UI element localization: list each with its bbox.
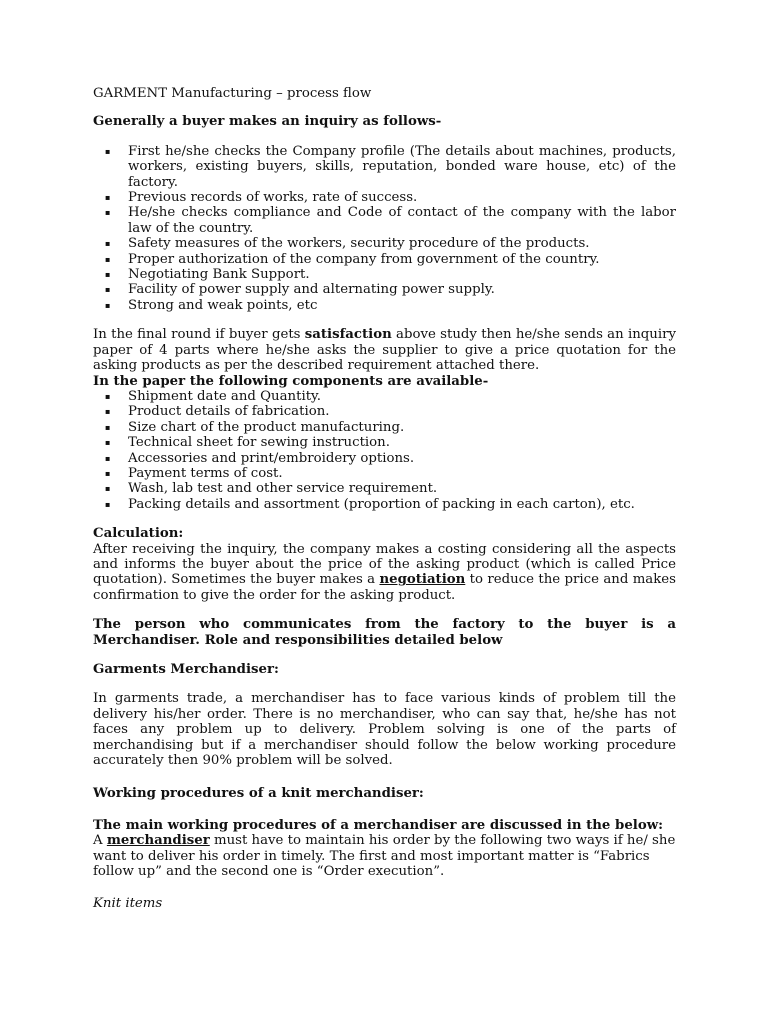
document-title: GARMENT Manufacturing – process flow bbox=[93, 86, 372, 101]
bullet-icon: ▪ bbox=[105, 254, 111, 264]
list-item: ▪ Safety measures of the workers, security procedure of the products. bbox=[105, 236, 590, 252]
list-item: ▪ Previous records of works, rate of success. bbox=[105, 190, 418, 206]
inquiry-heading: Generally a buyer makes an inquiry as follows- bbox=[93, 114, 442, 130]
merchandiser-keyword: merchandiser bbox=[106, 833, 210, 849]
knit-items-label: Knit items bbox=[93, 896, 163, 912]
inquiry-list bbox=[93, 144, 676, 313]
merchandiser-paragraph: In garments trade, a merchandiser has to face various kinds of problem till the delivery his/her order. There is no merchandiser, who can say that, he/she has not faces any problem up to delivery. Problem solving is one of the parts of merchandising but if a merchandiser should follow the below working procedure accurately then 90% problem will be solved. bbox=[93, 691, 676, 769]
list-item: ▪ Size chart of the product manufacturing. bbox=[105, 419, 405, 435]
list-item: ▪ Packing details and assortment (proportion of packing in each carton), etc. bbox=[105, 496, 635, 512]
bullet-icon: ▪ bbox=[105, 270, 111, 280]
bullet-icon: ▪ bbox=[105, 484, 111, 494]
list-item: ▪ Accessories and print/embroidery options. bbox=[105, 450, 415, 466]
bullet-icon: ▪ bbox=[105, 208, 111, 218]
list-item: ▪ Payment terms of cost. bbox=[105, 465, 283, 481]
list-item: ▪ He/she checks compliance and Code of contact of the company with the labor law of the country. bbox=[105, 205, 676, 236]
bullet-icon: ▪ bbox=[105, 239, 111, 249]
calculation-paragraph: After receiving the inquiry, the company makes a costing considering all the aspects and informs the buyer about the price of the asking product (which is called Price quotation). Sometimes the buyer makes a negotiation to reduce the price and makes confirmation to give the order for the asking product. bbox=[93, 541, 676, 603]
list-item: ▪ Product details of fabrication. bbox=[105, 404, 330, 420]
list-item: ▪ Wash, lab test and other service requirement. bbox=[105, 481, 438, 497]
list-item: ▪ Negotiating Bank Support. bbox=[105, 267, 310, 283]
list-item: ▪ First he/she checks the Company profile (The details about machines, products, workers, existing buyers, skills, reputation, bonded ware house, etc) of the factory. bbox=[105, 143, 676, 190]
bullet-icon: ▪ bbox=[105, 468, 111, 478]
final-round-paragraph: In the final round if buyer gets satisfaction above study then he/she sends an inquiry paper of 4 parts where he/she asks the supplier to give a price quotation for the asking products as per the described requirement attached there. bbox=[93, 327, 676, 374]
person-statement: The person who communicates from the factory to the buyer is a Merchandiser. Role and responsibilities detailed below bbox=[93, 617, 676, 648]
bullet-icon: ▪ bbox=[105, 422, 111, 432]
bullet-icon: ▪ bbox=[105, 407, 111, 417]
components-list bbox=[93, 389, 676, 512]
list-item: ▪ Strong and weak points, etc bbox=[105, 297, 318, 313]
list-item: ▪ Facility of power supply and alternating power supply. bbox=[105, 282, 495, 298]
list-item: ▪ Proper authorization of the company from government of the country. bbox=[105, 251, 600, 267]
bullet-icon: ▪ bbox=[105, 146, 111, 156]
bullet-icon: ▪ bbox=[105, 438, 111, 448]
calculation-heading: Calculation: bbox=[93, 526, 184, 542]
main-procedures-paragraph: A merchandiser must have to maintain his order by the following two ways if he/ she want to deliver his order in timely. The first and most important matter is “Fabrics follow up” and the second one is “Order execution”. bbox=[93, 833, 676, 880]
working-procedures-heading: Working procedures of a knit merchandiser: bbox=[93, 786, 424, 802]
list-item: ▪ Technical sheet for sewing instruction. bbox=[105, 435, 390, 451]
list-item: ▪ Shipment date and Quantity. bbox=[105, 388, 322, 404]
bullet-icon: ▪ bbox=[105, 391, 111, 401]
negotiation-keyword: negotiation bbox=[379, 572, 466, 588]
bullet-icon: ▪ bbox=[105, 499, 111, 509]
bullet-icon: ▪ bbox=[105, 285, 111, 295]
bullet-icon: ▪ bbox=[105, 193, 111, 203]
main-procedures-heading: The main working procedures of a merchandiser are discussed in the below: bbox=[93, 817, 664, 833]
components-heading: In the paper the following components are available- bbox=[93, 373, 489, 389]
merchandiser-heading: Garments Merchandiser: bbox=[93, 662, 279, 677]
bullet-icon: ▪ bbox=[105, 453, 111, 463]
bullet-icon: ▪ bbox=[105, 300, 111, 310]
